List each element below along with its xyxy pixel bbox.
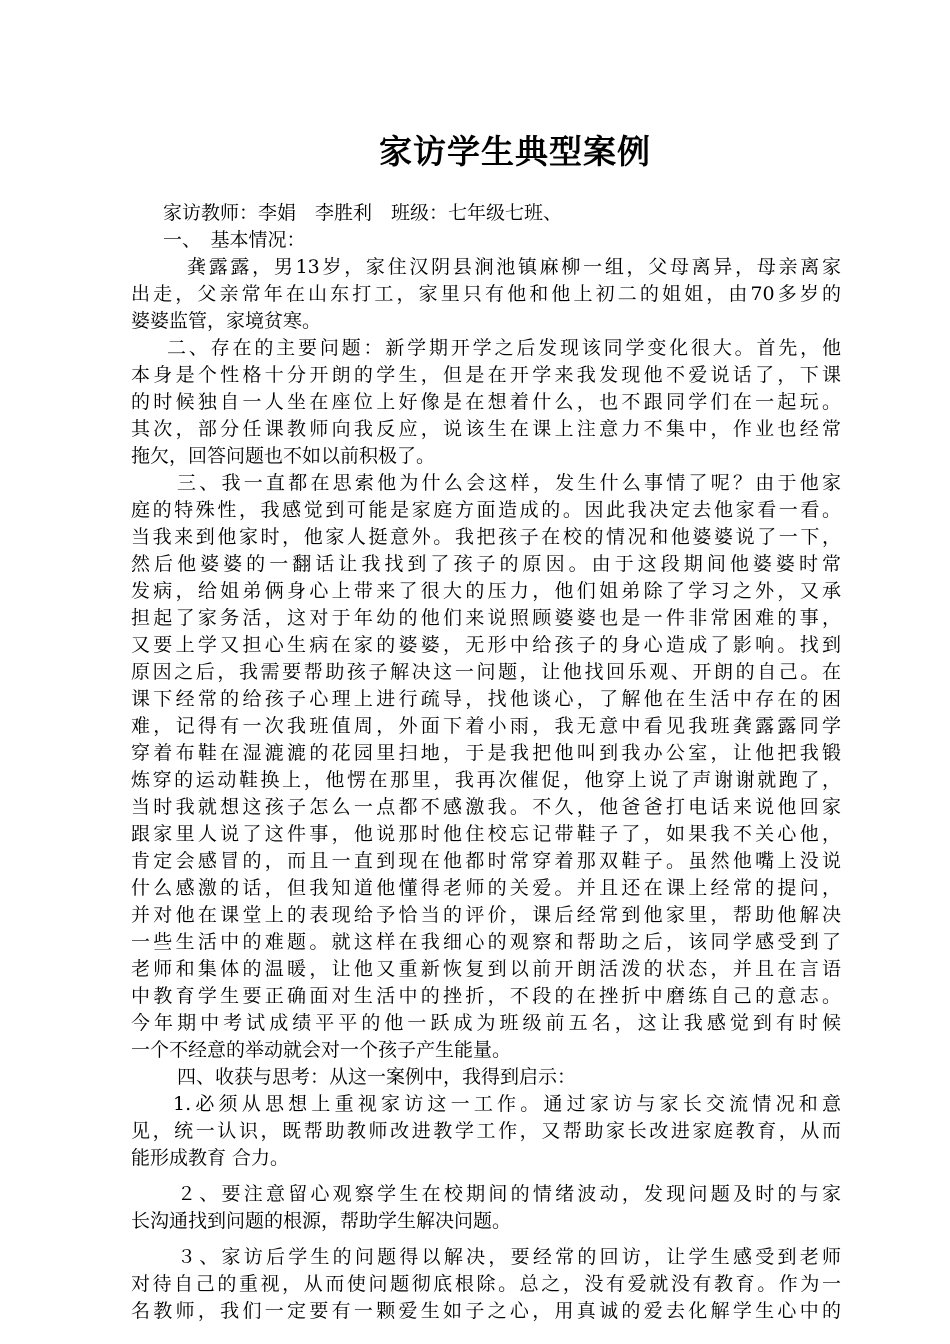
paragraph-line: 1.必须从思想上重视家访这一工作。通过家访与家长交流情况和意 bbox=[173, 1093, 841, 1115]
paragraph-line: 课下经常的给孩子心理上进行疏导，找他谈心，了解他在生活中存在的困 bbox=[131, 688, 841, 710]
paragraph-line: 当我来到他家时，他家人挺意外。我把孩子在校的情况和他婆婆说了一下， bbox=[131, 526, 841, 548]
paragraph-line: 龚露露，男13岁，家住汉阴县涧池镇麻柳一组，父母离异，母亲离家 bbox=[187, 256, 841, 278]
paragraph-line: 炼穿的运动鞋换上，他愣在那里，我再次催促，他穿上说了声谢谢就跑了， bbox=[131, 769, 841, 791]
section-heading-4: 四、收获与思考：从这一案例中，我得到启示： bbox=[177, 1066, 577, 1088]
paragraph-line: 难，记得有一次我班值周，外面下着小雨，我无意中看见我班龚露露同学 bbox=[131, 715, 841, 737]
paragraph-line: 名教师，我们一定要有一颗爱生如子之心，用真诚的爱去化解学生心中的 bbox=[131, 1300, 841, 1322]
section-heading-1: 一、 基本情况： bbox=[163, 229, 306, 251]
paragraph-line: 当时我就想这孩子怎么一点都不感激我。不久，他爸爸打电话来说他回家 bbox=[131, 796, 841, 818]
paragraph-line: 长沟通找到问题的根源，帮助学生解决问题。 bbox=[131, 1210, 512, 1232]
paragraph-line: 一个不经意的举动就会对一个孩子产生能量。 bbox=[131, 1039, 512, 1061]
paragraph-gap bbox=[131, 1172, 841, 1181]
document-title: 家访学生典型案例 bbox=[379, 132, 651, 171]
paragraph-line: 庭的特殊性，我感觉到可能是家庭方面造成的。因此我决定去他家看一看。 bbox=[131, 499, 841, 521]
paragraph-gap bbox=[131, 1235, 841, 1244]
paragraph-line: 又要上学又担心生病在家的婆婆，无形中给孩子的身心造成了影响。找到 bbox=[131, 634, 841, 656]
paragraph-line: 本身是个性格十分开朗的学生，但是在开学来我发现他不爱说话了，下课 bbox=[131, 364, 841, 386]
paragraph-line: 对待自己的重视，从而使问题彻底根除。总之，没有爱就没有教育。作为一 bbox=[131, 1273, 841, 1295]
paragraph-line: 什么感激的话，但我知道他懂得老师的关爱。并且还在课上经常的提问， bbox=[131, 877, 841, 899]
paragraph-line: 担起了家务活，这对于年幼的他们来说照顾婆婆也是一件非常困难的事， bbox=[131, 607, 841, 629]
paragraph-line: 发病，给姐弟俩身心上带来了很大的压力，他们姐弟除了学习之外，又承 bbox=[131, 580, 841, 602]
paragraph-line: 一些生活中的难题。就这样在我细心的观察和帮助之后，该同学感受到了 bbox=[131, 931, 841, 953]
paragraph-line: ３、家访后学生的问题得以解决，要经常的回访，让学生感受到老师 bbox=[177, 1246, 841, 1268]
paragraph-line: 今年期中考试成绩平平的他一跃成为班级前五名，这让我感觉到有时候 bbox=[131, 1012, 841, 1034]
paragraph-line: 并对他在课堂上的表现给予恰当的评价，课后经常到他家里，帮助他解决 bbox=[131, 904, 841, 926]
paragraph-line: 婆婆监管，家境贫寒。 bbox=[131, 310, 322, 332]
paragraph-line: 原因之后，我需要帮助孩子解决这一问题，让他找回乐观、开朗的自己。在 bbox=[131, 661, 841, 683]
paragraph-line: 三、我一直都在思索他为什么会这样，发生什么事情了呢？由于他家 bbox=[177, 472, 841, 494]
paragraph-line: 老师和集体的温暖，让他又重新恢复到以前开朗活泼的状态，并且在言语 bbox=[131, 958, 841, 980]
teacher-info-line: 家访教师：李娟 李胜利 班级：七年级七班、 bbox=[163, 202, 563, 224]
paragraph-line: 肯定会感冒的，而且一直到现在他都时常穿着那双鞋子。虽然他嘴上没说 bbox=[131, 850, 841, 872]
paragraph-line: 然后他婆婆的一翻话让我找到了孩子的原因。由于这段期间他婆婆时常 bbox=[131, 553, 841, 575]
paragraph-line: 的时候独自一人坐在座位上好像是在想着什么，也不跟同学们在一起玩。 bbox=[131, 391, 841, 413]
paragraph-line: 见，统一认识，既帮助教师改进教学工作，又帮助家长改进家庭教育，从而 bbox=[131, 1120, 841, 1142]
paragraph-line: 其次，部分任课教师向我反应，说该生在课上注意力不集中，作业也经常 bbox=[131, 418, 841, 440]
paragraph-line: 中教育学生要正确面对生活中的挫折，不段的在挫折中磨练自己的意志。 bbox=[131, 985, 841, 1007]
paragraph-line: 能形成教育 合力。 bbox=[131, 1147, 290, 1169]
paragraph-line: ２、要注意留心观察学生在校期间的情绪波动，发现问题及时的与家 bbox=[177, 1183, 841, 1205]
paragraph-line: 拖欠，回答问题也不如以前积极了。 bbox=[131, 445, 436, 467]
paragraph-line: 二、存在的主要问题：新学期开学之后发现该同学变化很大。首先，他 bbox=[167, 337, 841, 359]
document-body bbox=[131, 200, 841, 1325]
paragraph-line: 穿着布鞋在湿漉漉的花园里扫地，于是我把他叫到我办公室，让他把我锻 bbox=[131, 742, 841, 764]
paragraph-line: 出走，父亲常年在山东打工，家里只有他和他上初二的姐姐，由70多岁的 bbox=[131, 283, 841, 305]
paragraph-line: 跟家里人说了这件事，他说那时他住校忘记带鞋子了，如果我不关心他， bbox=[131, 823, 841, 845]
